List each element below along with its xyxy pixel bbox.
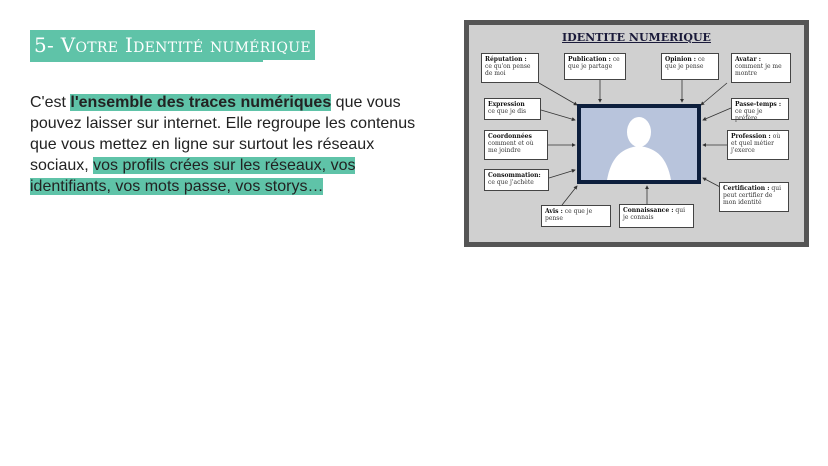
profile-photo-frame bbox=[577, 104, 701, 184]
box-avatar: Avatar : comment je me montre bbox=[731, 53, 791, 83]
box-expression: Expression ce que je dis bbox=[484, 98, 541, 120]
box-avis: Avis : ce que je pense bbox=[541, 205, 611, 227]
identity-diagram-image bbox=[464, 20, 809, 247]
diagram-title: IDENTITE NUMERIQUE bbox=[562, 31, 711, 44]
paragraph-body: que vous pouvez laisser sur internet. Elle regroupe les contenus que vous mettez en ligne sur surtout les réseaux sociaux, bbox=[30, 94, 416, 174]
title-underline bbox=[30, 60, 263, 62]
box-profession: Profession : où et quel métier j'exerce bbox=[727, 130, 789, 160]
box-connaissance: Connaissance : qui je connais bbox=[619, 204, 694, 228]
person-silhouette-icon bbox=[581, 108, 697, 180]
slide-paragraph bbox=[30, 92, 425, 197]
box-passe-temps: Passe-temps : ce que je préfère bbox=[731, 98, 789, 120]
box-consommation: Consommation: ce que j'achète bbox=[484, 169, 549, 191]
slide-title: 5- Votre Identité numérique bbox=[30, 30, 315, 60]
profile-photo bbox=[581, 108, 697, 180]
paragraph-highlight-bold: l'ensemble des traces numériques bbox=[70, 94, 332, 111]
box-publication: Publication : ce que je partage bbox=[564, 53, 626, 80]
paragraph-intro: C'est bbox=[30, 94, 71, 111]
box-reputation: Réputation : ce qu'on pense de moi bbox=[481, 53, 539, 83]
box-coordonnees: Coordonnées comment et où me joindre bbox=[484, 130, 548, 160]
diagram-canvas bbox=[469, 25, 804, 242]
paragraph-highlight: vos profils crées sur les réseaux, vos identifiants, vos mots passe, vos storys… bbox=[30, 157, 356, 195]
box-opinion: Opinion : ce que je pense bbox=[661, 53, 719, 80]
box-certification: Certification : qui peut certifier de mon identité bbox=[719, 182, 789, 212]
